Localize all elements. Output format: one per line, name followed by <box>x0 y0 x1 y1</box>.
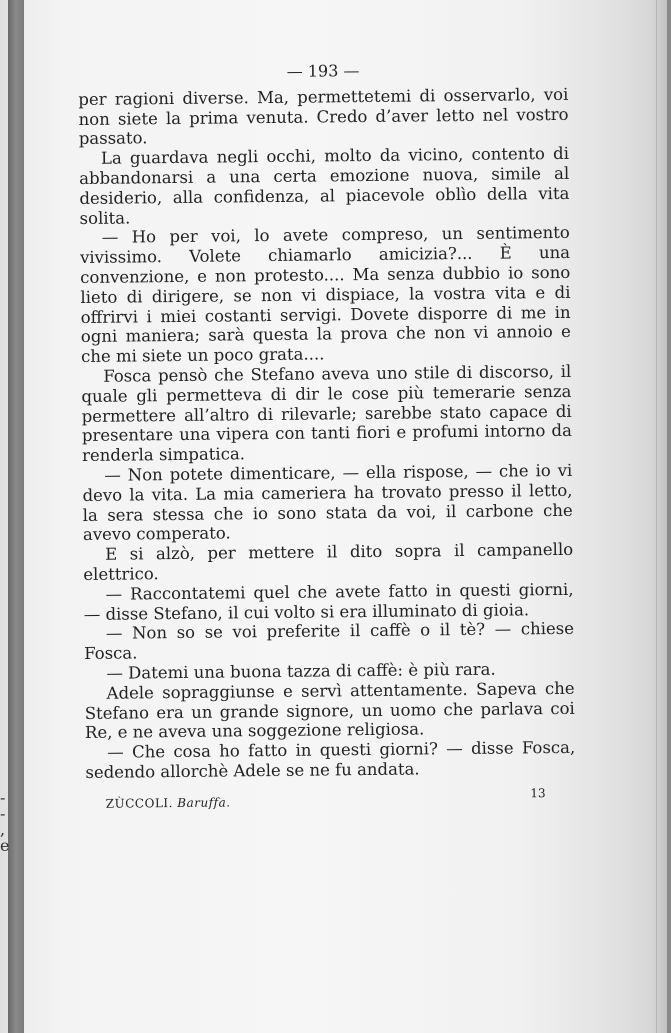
paragraph: — Ho per voi, lo avete compreso, un sentimento vivissimo. Volete chiamarlo amicizia?... È una convenzione, e non protesto.... Ma senza dubbio io sono lieto di dirigere, se non vi dispiace, la vostra vita e di offrirvi i miei costanti servigi. Dovete disporre di me in ogni maniera; sarà questa la prova che non vi annoio e che mi siete un poco grata.... <box>79 223 571 367</box>
page-edge-line <box>656 0 657 1033</box>
book-spine-shadow <box>8 0 24 1033</box>
paragraph: — Datemi una buona tazza di caffè: è più rara. <box>106 659 496 683</box>
paragraph: Adele sopraggiunse e servì attentamente. Sapeva che Stefano era un grande signore, un uomo che parlava coi Re, e ne aveva una soggezione religiosa. <box>84 678 575 743</box>
paragraph: La guardava negli occhi, molto da vicino, contento di abbandonarsi a una certa emozione nuova, simile al desiderio, alla confidenza, al piacevole oblìo della vita solita. <box>79 144 570 228</box>
paragraph: per ragioni diverse. Ma, permettetemi di osservarlo, voi non siete la prima venuta. Credo d’aver letto nel vostro passato. <box>78 84 569 149</box>
margin-mark: - <box>0 788 6 807</box>
page-edge-right <box>667 0 671 1033</box>
paragraph: — Non potete dimenticare, — ella rispose, — che io vi devo la vita. La mia cameriera ha trovato presso il letto, la sera stessa che io sono stata da voi, il carbone che avevo comperato. <box>82 460 573 545</box>
paragraph: — Non so se voi preferite il caffè o il tè? — chiese Fosca. <box>84 619 575 664</box>
adjacent-page-marks <box>0 790 9 854</box>
page-number: — 193 — <box>286 61 360 81</box>
margin-mark: - <box>0 804 6 823</box>
paragraph: — Che cosa ho fatto in questi giorni? — disse Fosca, sedendo allorchè Adele se ne fu andata. <box>85 737 576 782</box>
paragraph: Fosca pensò che Stefano aveva uno stile di discorso, il quale gli permetteva di dir le cose più temerarie senza permettere all’altro di rilevarle; sarebbe stato capace di presentare una vipera con tanti fiori e profumi intorno da renderla simpatica. <box>81 361 572 466</box>
book-title: Baruffa. <box>177 795 231 810</box>
author-name: ZÙCCOLI. <box>105 795 174 811</box>
sheet-number: 13 <box>530 785 546 800</box>
paragraph: E si alzò, per mettere il dito sopra il campanello elettrico. <box>83 539 574 584</box>
margin-mark: e <box>0 836 10 855</box>
signature-mark <box>106 793 231 814</box>
margin-mark: , <box>0 820 6 839</box>
book-page <box>78 59 576 811</box>
paragraph: — Raccontatemi quel che avete fatto in questi giorni, — disse Stefano, il cui volto si era illuminato di gioia. <box>83 579 574 624</box>
